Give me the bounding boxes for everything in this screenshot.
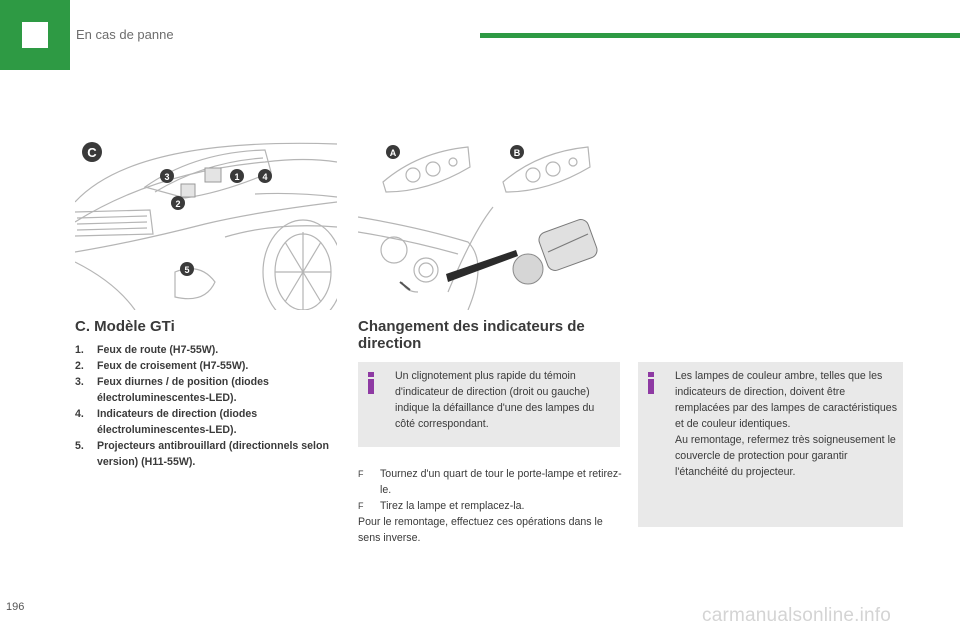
list-item: 2. Feux de croisement (H7-55W). [75,360,249,372]
list-item: F Tournez d'un quart de tour le porte-lampe et retirez-le. [358,468,622,496]
info-box-fault [358,362,620,447]
chapter-tab-square [22,22,48,48]
replacement-steps [358,466,628,514]
reassembly-note: Pour le remontage, effectuez ces opérations dans le sens inverse. [358,516,603,544]
indicator-drawing [358,132,608,310]
list-item: 3. Feux diurnes / de position (diodes électroluminescentes-LED). [75,376,269,404]
page-number: 196 [6,601,25,613]
step-bullet-icon: F [358,501,364,511]
watermark: carmanualsonline.info [702,605,892,626]
info-icon [648,372,654,394]
header-rule [480,33,960,38]
list-item: 4. Indicateurs de direction (diodes électroluminescentes-LED). [75,408,258,436]
indicator-heading: Changement des indicateurs de direction [358,318,585,352]
lamp-spec-list [75,342,340,470]
info-text-amber: Les lampes de couleur ambre, telles que les indicateurs de direction, doivent être remplacées par des lampes de caractéristiques et de couleur identiques. Au remontage, refermez très soigneusement le couvercle de protection pour garantir l'étanchéité du projecteur. [675,370,897,478]
callout-b-label: B [513,148,521,158]
list-item: 5. Projecteurs antibrouillard (directionnels selon version) (H11-55W). [75,440,329,468]
headlamp-illustration [75,132,337,310]
gti-heading: C. Modèle GTi [75,318,175,335]
step-bullet-icon: F [358,469,364,479]
callout-a-label: A [389,148,397,158]
callout-2-label: 2 [175,199,181,209]
callout-4-label: 4 [262,172,268,182]
section-title: En cas de panne [76,27,174,42]
list-item: F Tirez la lampe et remplacez-la. [358,500,525,512]
chapter-tab [0,0,70,70]
callout-1-label: 1 [234,172,240,182]
callout-c-label: C [87,145,97,160]
list-item: 1. Feux de route (H7-55W). [75,344,219,356]
info-text-fault: Un clignotement plus rapide du témoin d'indicateur de direction (droit ou gauche) indique la défaillance d'une des lampes du côté correspondant. [395,370,595,430]
indicator-illustration [358,132,608,310]
info-icon [368,372,374,394]
info-box-amber [638,362,903,527]
callout-3-label: 3 [164,172,170,182]
headlamp-drawing [75,132,337,310]
callout-5-label: 5 [184,265,190,275]
